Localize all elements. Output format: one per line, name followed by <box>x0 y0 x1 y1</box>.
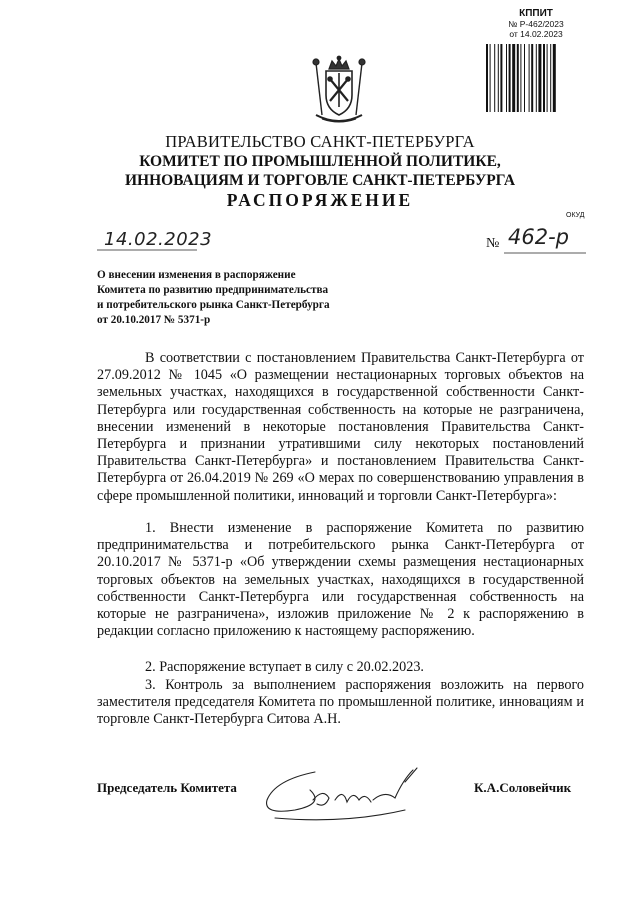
handwritten-signature <box>255 760 425 830</box>
coat-of-arms-emblem <box>304 55 374 127</box>
barcode-bar <box>494 44 495 112</box>
signer-name: К.А.Соловейчик <box>474 780 572 795</box>
barcode-bar <box>553 44 556 112</box>
barcode-bar <box>550 44 551 112</box>
barcode-bar <box>543 44 545 112</box>
committee-name-line2: ИННОВАЦИЯМ И ТОРГОВЛЕ САНКТ-ПЕТЕРБУРГА <box>124 172 516 189</box>
barcode-bar <box>517 44 519 112</box>
item-3-paragraph: 3. Контроль за выполнением распоряжения возложить на первого заместителя председателя Комитета по промышленной политике, инновациям и торговле Санкт-Петербурга Ситова А.Н. <box>97 677 584 728</box>
barcode-bar <box>509 44 511 112</box>
subject-line: и потребительского рынка Санкт-Петербурга <box>97 299 330 311</box>
barcode-bar <box>547 44 548 112</box>
barcode-bar <box>531 44 533 112</box>
barcode-bar <box>486 44 488 112</box>
handwritten-date: 14.02.2023 <box>104 229 213 250</box>
government-title: ПРАВИТЕЛЬСТВО САНКТ-ПЕТЕРБУРГА <box>165 132 475 151</box>
barcode-bar <box>490 44 491 112</box>
barcode-bar <box>529 44 530 112</box>
okud-label: ОКУД <box>566 212 585 219</box>
barcode-bar <box>498 44 499 112</box>
barcode-bar <box>536 44 537 112</box>
barcode-bar <box>520 44 521 112</box>
document-subject <box>97 268 397 328</box>
barcode-bar <box>524 44 525 112</box>
barcode <box>486 44 568 112</box>
subject-line: О внесении изменения в распоряжение <box>97 269 296 281</box>
subject-line: Комитета по развитию предпринимательства <box>97 284 329 296</box>
barcode-bar <box>512 44 515 112</box>
preamble-paragraph: В соответствии с постановлением Правительства Санкт-Петербурга от 27.09.2012 № 1045 «О размещении нестационарных торговых объектов на земельных участках, находящихся в государственной собственности Санкт-Петербурга или государственная собственность на которые не разграничена, внесении изменений в некоторые постановления Правительства Санкт-Петербурга и признании утратившими силу некоторых постановлений Правительства Санкт-Петербурга» и постановлением Правительства Санкт-Петербурга от 26.04.2019 № 269 «О мерах по совершенствованию управления в сфере промышленной политики, инноваций и торговли Санкт-Петербурга»: <box>97 350 584 504</box>
barcode-bar <box>506 44 507 112</box>
signer-title: Председатель Комитета <box>97 780 237 795</box>
subject-line: от 20.10.2017 № 5371-р <box>97 314 211 326</box>
barcode-bar <box>538 44 541 112</box>
number-label: № <box>486 236 500 251</box>
barcode-bar <box>500 44 502 112</box>
committee-name-line1: КОМИТЕТ ПО ПРОМЫШЛЕННОЙ ПОЛИТИКЕ, <box>139 153 501 170</box>
handwritten-number: 462-р <box>508 225 569 249</box>
item-1-paragraph: 1. Внести изменение в распоряжение Комитета по развитию предпринимательства и потребительского рынка Санкт-Петербурга от 20.10.2017 № 5371-р «Об утверждении схемы размещения нестационарных торговых объектов на земельных участках, находящихся в государственной собственности Санкт-Петербурга или государственная собственность на которые не разграничена», изложив приложение № 2 к распоряжению в редакции согласно приложению к настоящему распоряжению. <box>97 520 584 640</box>
stamp-org: КППИТ <box>519 8 553 19</box>
stamp-date: от 14.02.2023 <box>509 29 563 39</box>
stamp-number: № Р-462/2023 <box>508 19 564 29</box>
document-type: РАСПОРЯЖЕНИЕ <box>226 190 414 210</box>
item-2-paragraph: 2. Распоряжение вступает в силу с 20.02.2023. <box>145 659 424 675</box>
registration-stamp <box>496 8 576 39</box>
